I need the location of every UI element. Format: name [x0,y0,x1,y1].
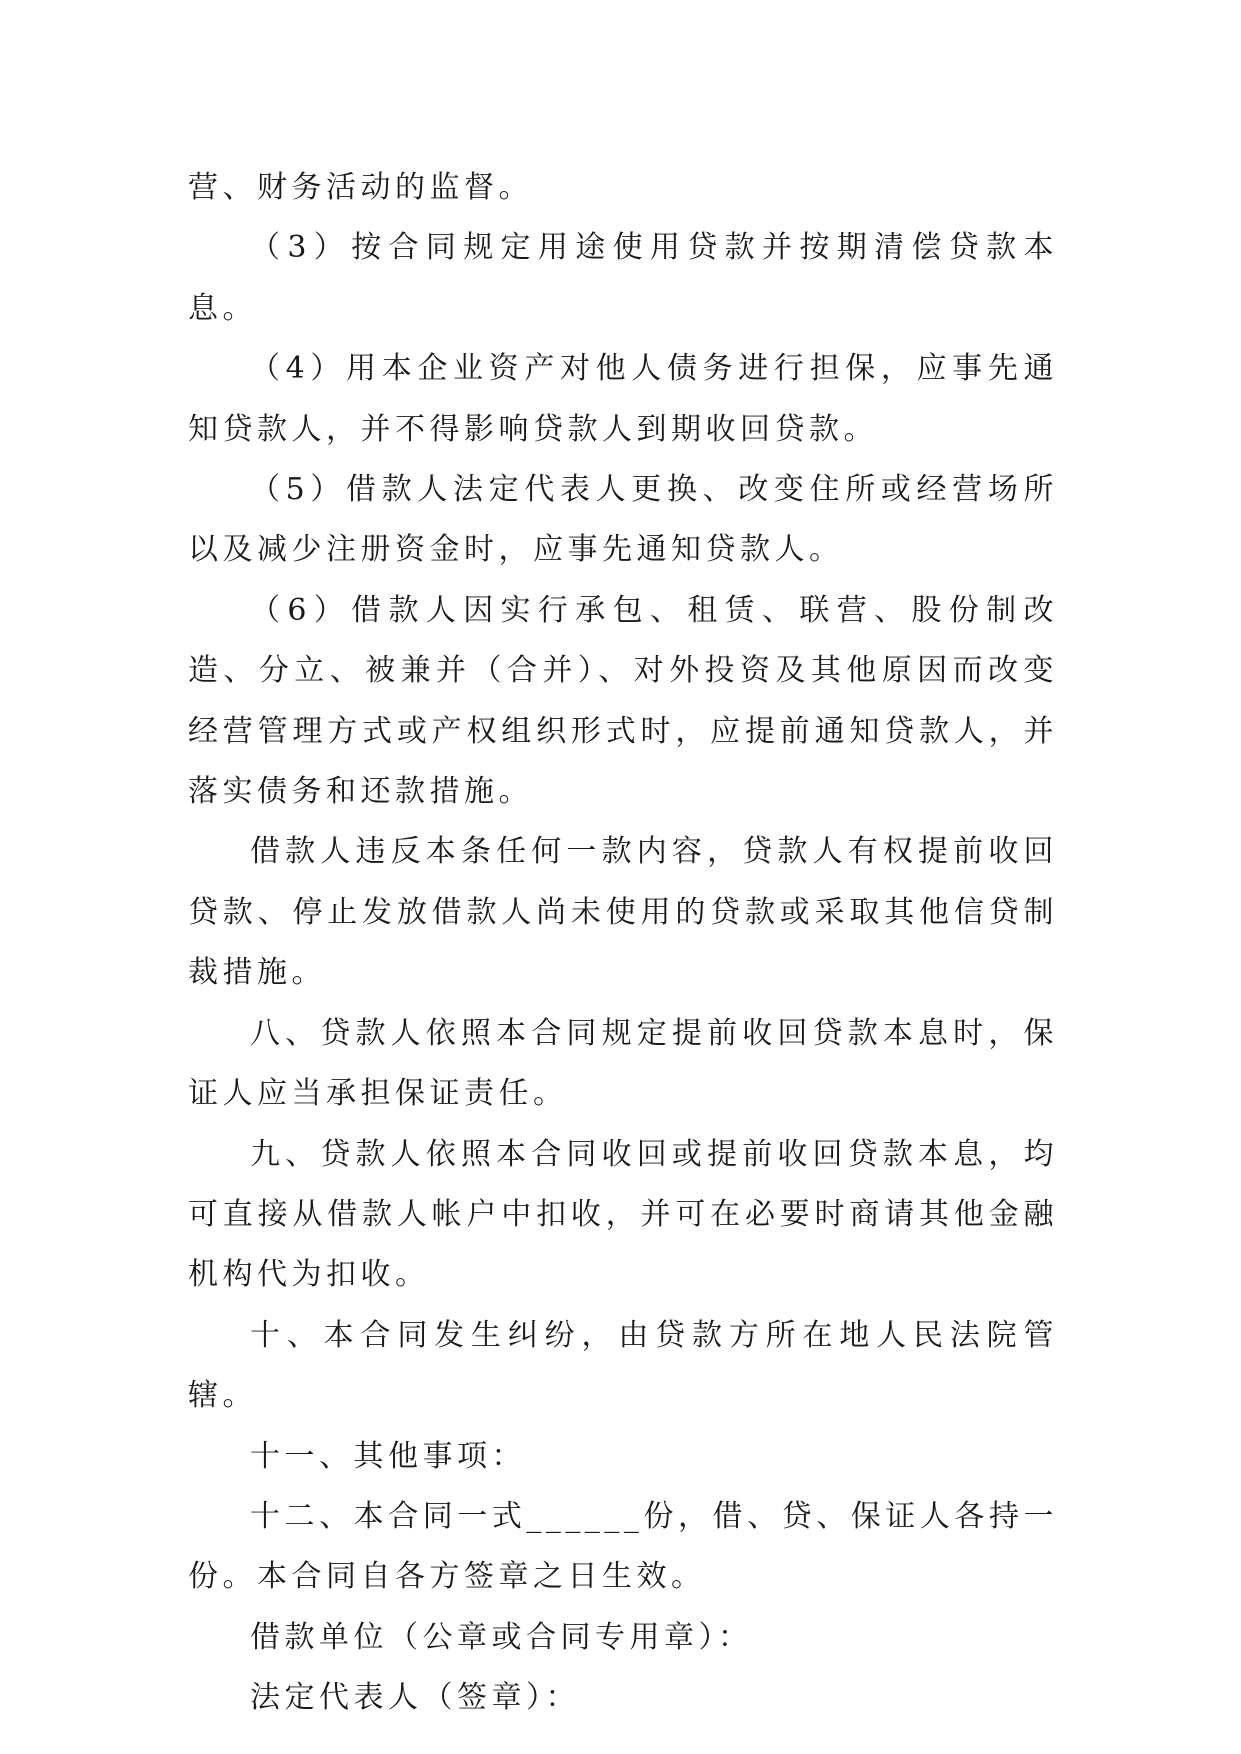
paragraph-9: 十、本合同发生纠纷，由贷款方所在地人民法院管辖。 [188,1317,1058,1414]
paragraph-4: （5）借款人法定代表人更换、改变住所或经营场所以及减少注册资金时，应事先通知贷款人。 [188,472,1058,568]
paragraph-13: 法定代表人（签章）： [250,1680,580,1716]
paragraph-5: （6）借款人因实行承包、租赁、联营、股份制改造、分立、被兼并（合并）、对外投资及其他原因而改变经营管理方式或产权组织形式时，应提前通知贷款人，并落实债务和还款措施。 [188,592,1058,810]
paragraph-7: 八、贷款人依照本合同规定提前收回贷款本息时，保证人应当承担保证责任。 [188,1015,1058,1112]
paragraph-6: 借款人违反本条任何一款内容，贷款人有权提前收回贷款、停止发放借款人尚未使用的贷款或采取其他信贷制裁措施。 [188,834,1058,991]
paragraph-3: （4）用本企业资产对他人债务进行担保，应事先通知贷款人，并不得影响贷款人到期收回贷款。 [188,351,1058,447]
paragraph-10: 十一、其他事项： [250,1438,526,1474]
paragraph-11: 十二、本合同一式______份，借、贷、保证人各持一份。本合同自各方签章之日生效。 [188,1498,1058,1595]
document-body [188,158,1058,1729]
paragraph-8: 九、贷款人依照本合同收回或提前收回贷款本息，均可直接从借款人帐户中扣收，并可在必要时商请其他金融机构代为扣收。 [188,1136,1058,1293]
paragraph-12: 借款单位（公章或合同专用章）： [250,1619,753,1655]
paragraph-2: （3）按合同规定用途使用贷款并按期清偿贷款本息。 [188,230,1058,326]
paragraph-1: 营、财务活动的监督。 [188,170,533,205]
